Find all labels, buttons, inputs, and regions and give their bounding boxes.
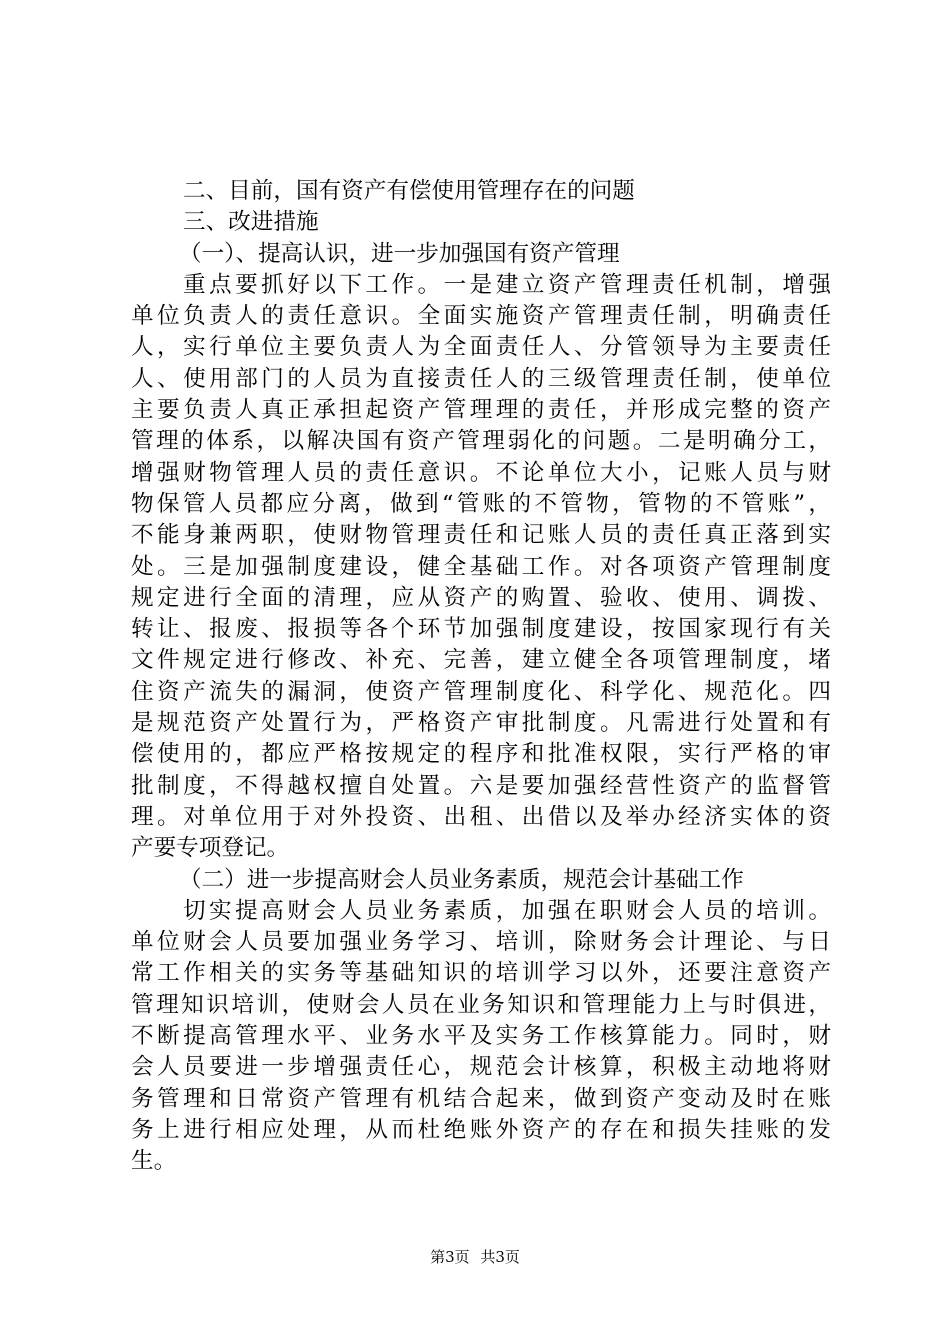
paragraph-line: 规定进行全面的清理，应从资产的购置、验收、使用、调拨、 [131,584,831,611]
paragraph-line: 批制度，不得越权擅自处置。六是要加强经营性资产的监督管 [131,772,831,799]
paragraph-line: 人、使用部门的人员为直接责任人的三级管理责任制，使单位 [131,365,831,392]
paragraph-line: 单位负责人的责任意识。全面实施资产管理责任制，明确责任 [131,303,831,330]
paragraph-line: 人，实行单位主要负责人为全面责任人、分管领导为主要责任 [131,334,831,361]
paragraph-line: 单位财会人员要加强业务学习、培训，除财务会计理论、与日 [131,929,831,956]
paragraph-line: 不能身兼两职，使财物管理责任和记账人员的责任真正落到实 [131,522,831,549]
paragraph-line: 转让、报废、报损等各个环节加强制度建设，按国家现行有关 [131,616,831,643]
paragraph-line: 会人员要进一步增强责任心，规范会计核算，积极主动地将财 [131,1054,831,1081]
page-total: 共3页 [480,1248,520,1266]
subsection-heading: （二）进一步提高财会人员业务素质，规范会计基础工作 [179,866,744,893]
paragraph-line: 偿使用的，都应严格按规定的程序和批准权限，实行严格的审 [131,741,831,768]
page-footer [0,1247,950,1267]
paragraph-line: 重点要抓好以下工作。一是建立资产管理责任机制，增强 [183,271,831,298]
paragraph-line: 主要负责人真正承担起资产管理理的责任，并形成完整的资产 [131,397,831,424]
section-heading: 二、目前，国有资产有偿使用管理存在的问题 [183,178,635,204]
paragraph-line: 物保管人员都应分离，做到“管账的不管物，管物的不管账”， [131,490,831,517]
paragraph-line: 管理的体系，以解决国有资产管理弱化的问题。二是明确分工， [131,428,831,455]
section-heading: 三、改进措施 [183,209,319,236]
paragraph-line: 住资产流失的漏洞，使资产管理制度化、科学化、规范化。四 [131,678,831,705]
paragraph-line: 处。三是加强制度建设，健全基础工作。对各项资产管理制度 [131,553,831,580]
paragraph-line: 生。 [131,1148,177,1175]
paragraph-line: 理。对单位用于对外投资、出租、出借以及举办经济实体的资 [131,803,831,830]
paragraph-line: 管理知识培训，使财会人员在业务知识和管理能力上与时俱进， [131,991,831,1018]
paragraph-line: 务上进行相应处理，从而杜绝账外资产的存在和损失挂账的发 [131,1116,831,1143]
subsection-heading: （一）、提高认识，进一步加强国有资产管理 [179,240,620,267]
paragraph-line: 产要专项登记。 [131,835,290,862]
document-body [131,176,831,1178]
paragraph-line: 是规范资产处置行为，严格资产审批制度。凡需进行处置和有 [131,710,831,737]
paragraph-line: 务管理和日常资产管理有机结合起来，做到资产变动及时在账 [131,1085,831,1112]
paragraph-line: 增强财物管理人员的责任意识。不论单位大小，记账人员与财 [131,459,831,486]
paragraph-line: 文件规定进行修改、补充、完善，建立健全各项管理制度，堵 [131,647,831,674]
paragraph-line: 不断提高管理水平、业务水平及实务工作核算能力。同时，财 [131,1023,831,1050]
paragraph-line: 切实提高财会人员业务素质，加强在职财会人员的培训。 [183,897,831,924]
page-number: 第3页 [430,1248,470,1266]
paragraph-line: 常工作相关的实务等基础知识的培训学习以外，还要注意资产 [131,960,831,987]
